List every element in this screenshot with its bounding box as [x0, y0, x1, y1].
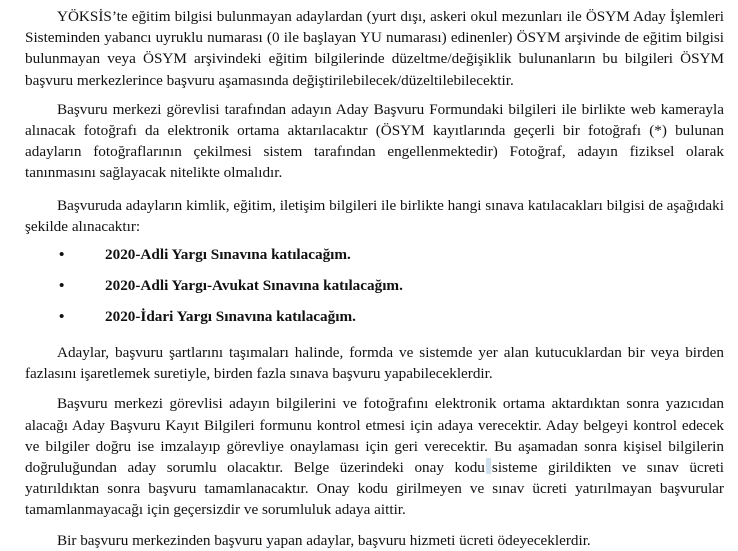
- paragraph-service-fee: Bir başvuru merkezinden başvuru yapan adaylar, başvuru hizmeti ücreti ödeyeceklerdir.: [57, 531, 591, 549]
- exam-option-list: [25, 244, 724, 337]
- list-item: [25, 275, 724, 306]
- list-item: [25, 244, 724, 275]
- list-item: [25, 306, 724, 337]
- bullet-icon: •: [59, 246, 65, 264]
- text-cursor-highlight: [486, 458, 491, 474]
- exam-option-adli-yargi-avukat: 2020-Adli Yargı-Avukat Sınavına katılacağım.: [105, 277, 403, 295]
- paragraph-exam-selection: Başvuruda adayların kimlik, eğitim, iletişim bilgileri ile birlikte hangi sınava katılacakları bilgisi de aşağıdaki şekilde alınacaktır:: [25, 196, 724, 235]
- paragraph-registration-form: [25, 393, 724, 520]
- registration-text-part-1: Başvuru merkezi görevlisi adayın bilgilerini ve fotoğrafını elektronik ortama aktardıktan sonra yazıcıdan alacağı Aday Başvuru Kayıt Bilgileri formunu kontrol etmesi için adaya verecektir. Aday belgeyi kontrol edecek ve bilgiler doğru ise imzalayıp görevliye onaylaması için geri verecektir. Bu aşamadan sonra kişisel bilgilerin doğruluğundan aday sorumlu olacaktır. Belge üzerindeki onay kodu: [25, 395, 724, 477]
- registration-text-part-2: sisteme girildikten ve sınav ücreti yatırıldıktan sonra başvuru tamamlanacaktır. Onay kodu girilmeyen ve sınav ücreti yatırılmayan başvurular tamamlanmayacağı için geçersizdir ve sorumluluk adaya aittir.: [25, 459, 724, 519]
- exam-option-idari-yargi: 2020-İdari Yargı Sınavına katılacağım.: [105, 308, 356, 326]
- bullet-icon: •: [59, 308, 65, 326]
- paragraph-education-info: YÖKSİS’te eğitim bilgisi bulunmayan adaylardan (yurt dışı, askeri okul mezunları ile ÖSYM Aday İşlemleri Sisteminden yabancı uyruklu numarası (0 ile başlayan YU numarası) edinenler) ÖSYM arşivinde de eğitim bilgisi bulunmayan veya ÖSYM arşivindeki eğitim bilgilerinde düzeltme/değişiklik bulunanların bu bilgileri ÖSYM başvuru merkezlerince başvuru aşamasında değiştirilebilecek/düzeltilebilecektir.: [25, 8, 724, 89]
- paragraph-multiple-exams: Adaylar, başvuru şartlarını taşımaları halinde, formda ve sistemde yer alan kutucuklardan bir veya birden fazlasını işaretlemek suretiyle, birden fazla sınava başvuru yapabileceklerdir.: [25, 344, 724, 383]
- bullet-icon: •: [59, 277, 65, 295]
- exam-option-adli-yargi: 2020-Adli Yargı Sınavına katılacağım.: [105, 246, 351, 264]
- paragraph-photo-capture: Başvuru merkezi görevlisi tarafından adayın Aday Başvuru Formundaki bilgileri ile birlikte web kamerayla alınacak fotoğrafı da elektronik ortama aktarılacaktır (ÖSYM kayıtlarında geçerli bir fotoğrafı (*) bulunan adayların fotoğraflarının çekilmesi sistem tarafından engellenmektedir) Fotoğraf, adayın fiziksel olarak tanınmasını sağlayacak nitelikte olmalıdır.: [25, 100, 724, 182]
